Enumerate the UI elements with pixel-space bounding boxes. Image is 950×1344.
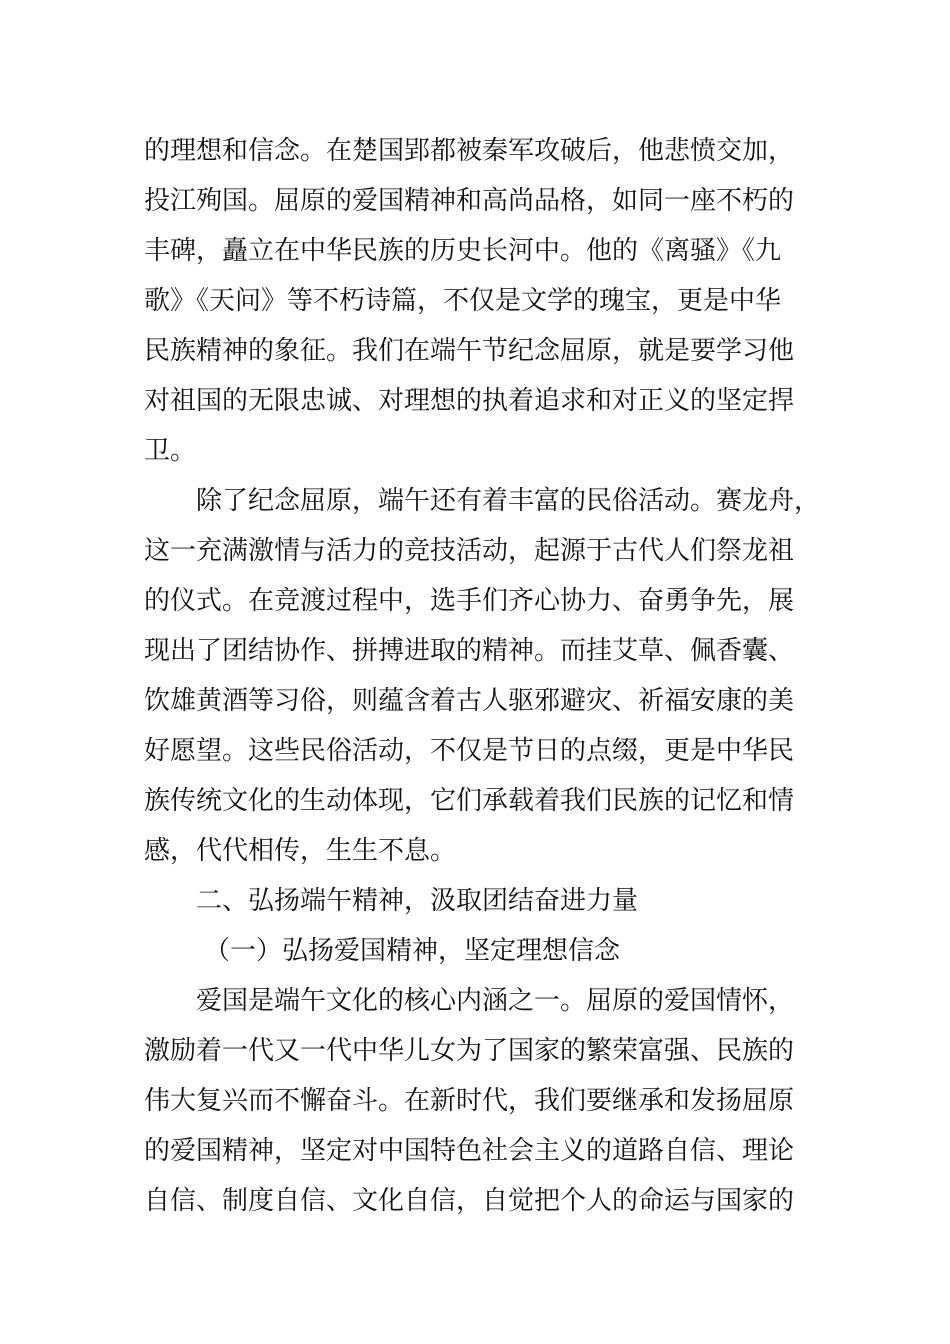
paragraph-line: 的仪式。在竞渡过程中，选手们齐心协力、奋勇争先，展 <box>144 586 795 616</box>
paragraph-line: 丰碑，矗立在中华民族的历史长河中。他的《离骚》《九 <box>144 236 782 266</box>
paragraph-line: 饮雄黄酒等习俗，则蕴含着古人驱邪避灾、祈福安康的美 <box>144 686 795 716</box>
paragraph-line: 族传统文化的生动体现，它们承载着我们民族的记忆和情 <box>144 786 795 816</box>
section-heading: 二、弘扬端午精神，汲取团结奋进力量 <box>196 886 639 916</box>
document-body <box>144 126 824 1226</box>
paragraph-line: 的爱国精神，坚定对中国特色社会主义的道路自信、理论 <box>144 1136 795 1166</box>
paragraph-line: 对祖国的无限忠诚、对理想的执着追求和对正义的坚定捍 <box>144 386 795 416</box>
paragraph-line: 除了纪念屈原，端午还有着丰富的民俗活动。赛龙舟， <box>196 486 821 516</box>
paragraph-line: 歌》《天问》等不朽诗篇，不仅是文学的瑰宝，更是中华 <box>144 286 782 316</box>
paragraph-line: 感，代代相传，生生不息。 <box>144 836 457 866</box>
paragraph-line: 自信、制度自信、文化自信，自觉把个人的命运与国家的 <box>144 1186 795 1216</box>
paragraph-line: 这一充满激情与活力的竞技活动，起源于古代人们祭龙祖 <box>144 536 795 566</box>
paragraph-line: 激励着一代又一代中华儿女为了国家的繁荣富强、民族的 <box>144 1036 795 1066</box>
paragraph-line: 伟大复兴而不懈奋斗。在新时代，我们要继承和发扬屈原 <box>144 1086 795 1116</box>
paragraph-line: 民族精神的象征。我们在端午节纪念屈原，就是要学习他 <box>144 336 795 366</box>
subsection-heading: （一）弘扬爱国精神，坚定理想信念 <box>204 936 621 966</box>
paragraph-line: 爱国是端午文化的核心内涵之一。屈原的爱国情怀， <box>196 986 795 1016</box>
paragraph-line: 投江殉国。屈原的爱国精神和高尚品格，如同一座不朽的 <box>144 186 795 216</box>
paragraph-line: 卫。 <box>144 436 197 466</box>
paragraph-line: 好愿望。这些民俗活动，不仅是节日的点缀，更是中华民 <box>144 736 795 766</box>
paragraph-line: 的理想和信念。在楚国郢都被秦军攻破后，他悲愤交加， <box>144 136 795 166</box>
paragraph-line: 现出了团结协作、拼搏进取的精神。而挂艾草、佩香囊、 <box>144 636 795 666</box>
